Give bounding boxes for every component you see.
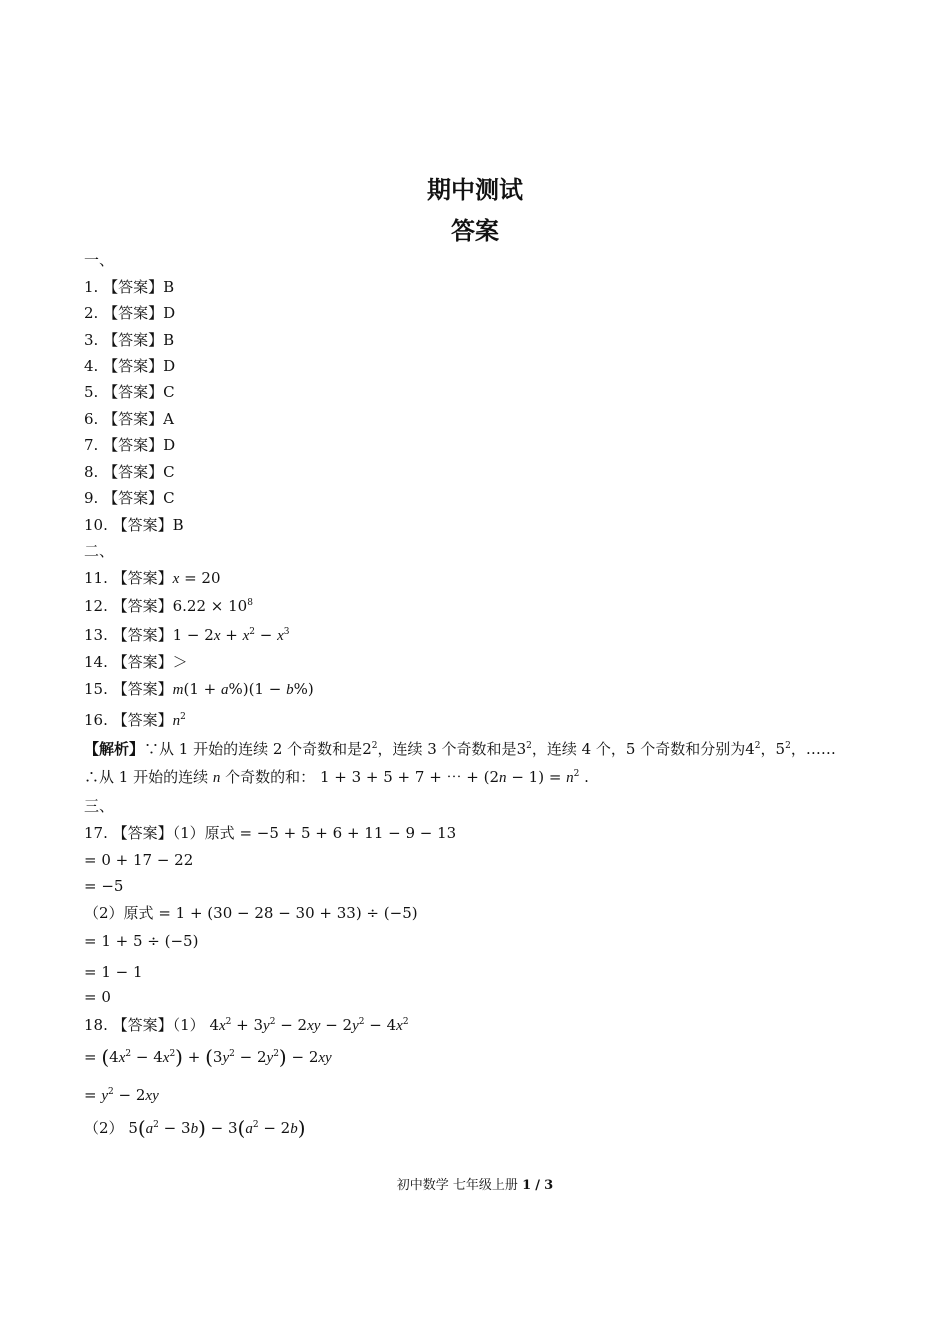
answer-item: 6. 【答案】A xyxy=(84,410,174,428)
math-expression: x xyxy=(172,571,180,587)
page-footer: 初中数学 七年级上册 1 / 3 xyxy=(396,1178,554,1193)
answer-item-15: 15. 【答案】m(1 + a%)(1 − b%) xyxy=(84,680,314,698)
q18-line-3: = $y^2 - 2xy$ xyxy=(84,1086,159,1104)
answer-item-13: 13. 【答案】$1 - 2x + x^2 - x^3$ xyxy=(84,626,290,644)
answer-item-16: 16. 【答案】$n^2$ xyxy=(84,711,186,729)
page-title: 期中测试 xyxy=(427,176,523,204)
section-heading-2: 二、 xyxy=(84,542,115,560)
analysis-line-2: ∴从 1 开始的连续 n 个奇数的和： 1 + 3 + 5 + 7 + ⋯ + $(2n - 1) = n^2$ . xyxy=(84,768,589,786)
q17-line-6: = 1 − 1 xyxy=(84,963,143,981)
answer-item-12: 12. 【答案】$6.22 \times 10^8$ xyxy=(84,597,253,615)
answer-item: 5. 【答案】C xyxy=(84,383,175,401)
math-expression: $6.22 \times 10^8$ xyxy=(172,597,253,615)
answer-item: 10. 【答案】B xyxy=(84,516,184,534)
answer-item: 9. 【答案】C xyxy=(84,489,175,507)
page-number: 1 xyxy=(522,1178,532,1193)
q17-line-3: = −5 xyxy=(84,877,124,895)
analysis-line-1: 【解析】∵从 1 开始的连续 2 个奇数和是$2^2$，连续 3 个奇数和是$3^2$，连续 4 个，5 个奇数和分别为$4^2$，$5^2$，…… xyxy=(84,740,836,758)
q18-line-2: = $(4x^2 - 4x^2) + (3y^2 - 2y^2) - 2xy$ xyxy=(84,1045,332,1069)
section-heading-3: 三、 xyxy=(84,797,115,815)
q18-line-1: 18. 【答案】（1） $4x^2 + 3y^2 - 2xy - 2y^2 - 4x^2$ xyxy=(84,1016,409,1034)
answer-item: 4. 【答案】D xyxy=(84,357,176,375)
math-expression: n xyxy=(172,713,181,729)
answer-item-14: 14. 【答案】＞ xyxy=(84,653,188,671)
answer-item-11: 11. 【答案】x = 20 xyxy=(84,569,221,587)
page-subtitle: 答案 xyxy=(451,217,499,245)
q17-line-4: （2）原式 = 1 + (30 − 28 − 30 + 33) ÷ (−5) xyxy=(84,904,418,922)
q17-line-2: = 0 + 17 − 22 xyxy=(84,851,194,869)
math-expression: m(1 + a%)(1 − b%) xyxy=(172,680,314,698)
q17-line-5: = 1 + 5 ÷ (−5) xyxy=(84,932,199,950)
q18-line-4: （2） $5(a^2 - 3b) - 3(a^2 - 2b)$ xyxy=(84,1116,306,1140)
math-expression: $1 - 2x + x^2 - x^3$ xyxy=(172,626,290,644)
footer-subject: 初中数学 七年级上册 xyxy=(396,1178,518,1193)
answer-item: 8. 【答案】C xyxy=(84,463,175,481)
q17-line-1: 17. 【答案】（1）原式 = −5 + 5 + 6 + 11 − 9 − 13 xyxy=(84,824,457,842)
answer-item: 2. 【答案】D xyxy=(84,304,176,322)
page-total: 3 xyxy=(544,1178,554,1193)
q17-line-7: = 0 xyxy=(84,988,111,1006)
section-heading-1: 一、 xyxy=(84,251,115,269)
answer-item: 7. 【答案】D xyxy=(84,436,176,454)
answer-item: 3. 【答案】B xyxy=(84,331,175,349)
answer-item: 1. 【答案】B xyxy=(84,278,175,296)
